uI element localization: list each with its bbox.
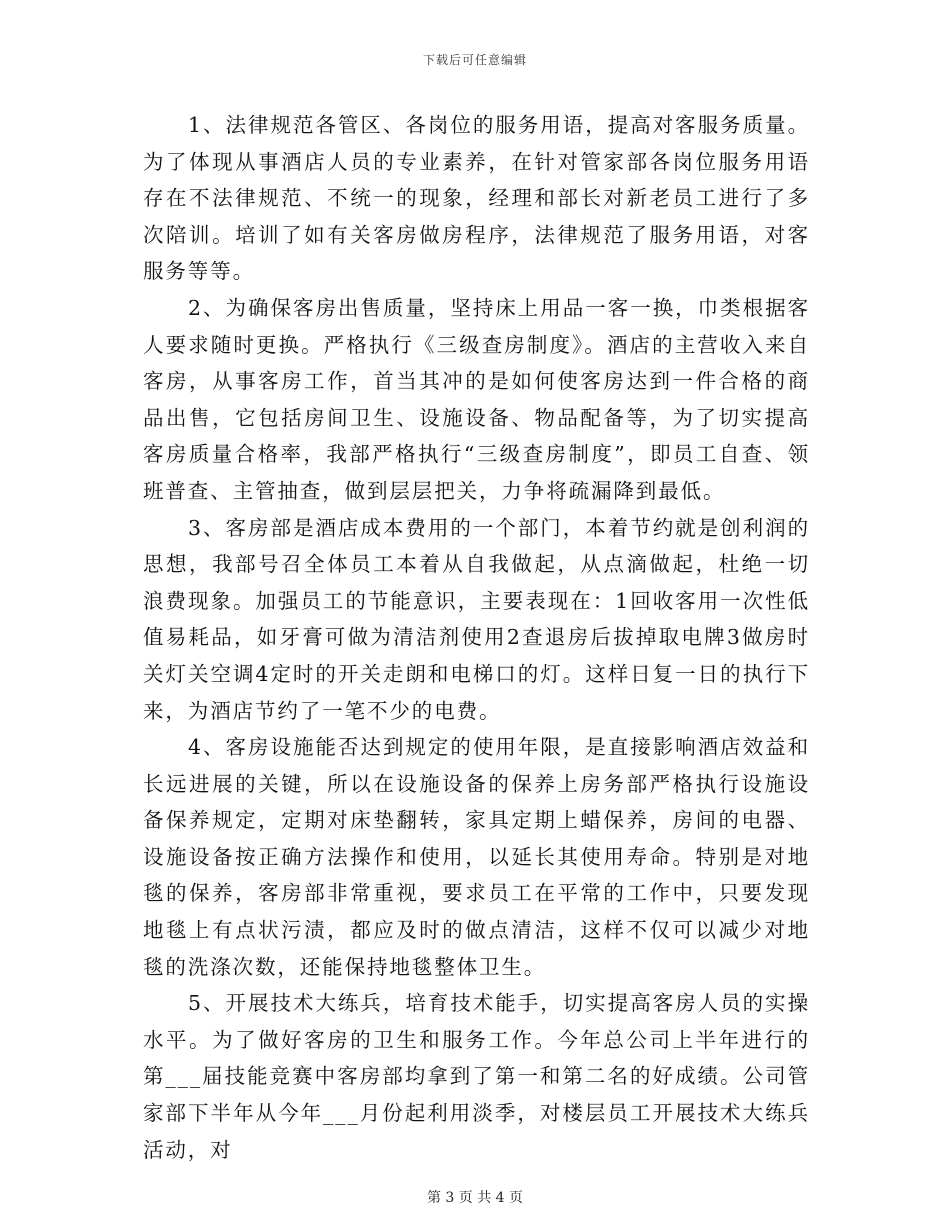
paragraph-5: 5、开展技术大练兵，培育技术能手，切实提高客房人员的实操水平。为了做好客房的卫生和服务工作。今年总公司上半年进行的第___届技能竞赛中客房部均拿到了第一和第二名的好成绩。公司管家部下半年从今年___月份起利用淡季，对楼层员工开展技术大练兵活动，对 — [143, 991, 810, 1162]
document-body — [143, 107, 810, 1168]
paragraph-2: 2、为确保客房出售质量，坚持床上用品一客一换，巾类根据客人要求随时更换。严格执行《三级查房制度》。酒店的主营收入来自客房，从事客房工作，首当其冲的是如何使客房达到一件合格的商品出售，它包括房间卫生、设施设备、物品配备等，为了切实提高客房质量合格率，我部严格执行“三级查房制度”，即员工自查、领班普查、主管抽查，做到层层把关，力争将疏漏降到最低。 — [143, 295, 810, 503]
page-footer: 第 3 页 共 4 页 — [426, 1190, 524, 1206]
paragraph-3: 3、客房部是酒店成本费用的一个部门，本着节约就是创利润的思想，我部号召全体员工本着从自我做起，从点滴做起，杜绝一切浪费现象。加强员工的节能意识，主要表现在：1回收客用一次性低值易耗品，如牙膏可做为清洁剂使用2查退房后拔掉取电牌3做房时关灯关空调4定时的开关走朗和电梯口的灯。这样日复一日的执行下来，为酒店节约了一笔不少的电费。 — [143, 515, 810, 723]
paragraph-4: 4、客房设施能否达到规定的使用年限，是直接影响酒店效益和长远进展的关键，所以在设施设备的保养上房务部严格执行设施设备保养规定，定期对床垫翻转，家具定期上蜡保养，房间的电器、设施设备按正确方法操作和使用，以延长其使用寿命。特别是对地毯的保养，客房部非常重视，要求员工在平常的工作中，只要发现地毯上有点状污渍，都应及时的做点清洁，这样不仅可以减少对地毯的洗涤次数，还能保持地毯整体卫生。 — [143, 735, 810, 979]
paragraph-1: 1、法律规范各管区、各岗位的服务用语，提高对客服务质量。为了体现从事酒店人员的专业素养，在针对管家部各岗位服务用语存在不法律规范、不统一的现象，经理和部长对新老员工进行了多次陪训。培训了如有关客房做房程序，法律规范了服务用语，对客服务等等。 — [143, 113, 810, 284]
page-header: 下载后可任意编辑 — [422, 53, 527, 67]
